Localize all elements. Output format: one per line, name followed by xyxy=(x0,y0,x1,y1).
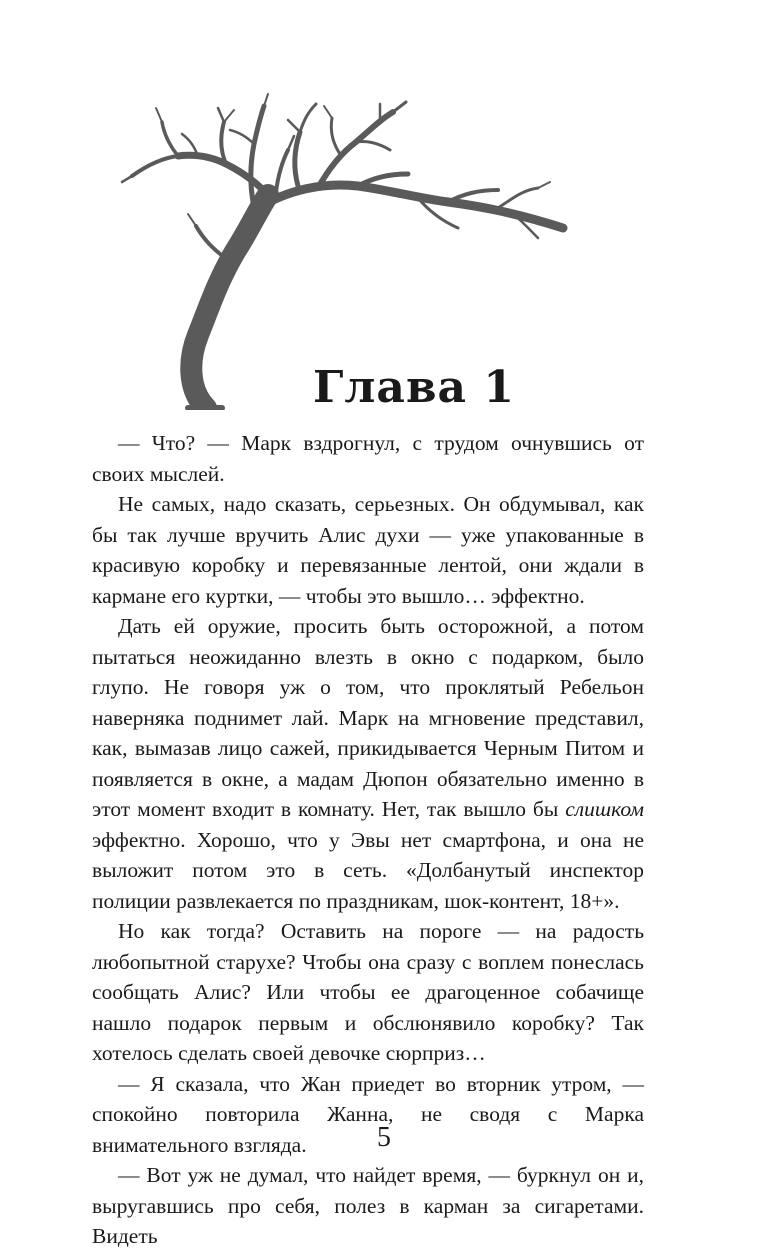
paragraph-part: эффектно. Хорошо, что у Эвы нет смартфона, и она не выложит потом это в сеть. «Долбанутый инспектор полиции развлекается по праздникам, шок-контент, 18+». xyxy=(92,827,644,913)
paragraph: — Вот уж не думал, что найдет время, — буркнул он и, выругавшись про себя, полез в карман за сигаретами. Видеть xyxy=(92,1163,644,1248)
paragraph-part: Дать ей оружие, просить быть осторожной, а потом пытаться неожиданно влезть в окно с подарком, было глупо. Не говоря уж о том, что проклятый Ребельон наверняка поднимет лай. Марк на мгновение представил, как, вымазав лицо сажей, прикидывается Черным Питом и появляется в окне, а мадам Дюпон обязательно именно в этот момент входит в комнату. Нет, так вышло бы xyxy=(92,614,644,821)
paragraph: — Что? — Марк вздрогнул, с трудом очнувшись от своих мыслей. xyxy=(92,431,644,486)
paragraph: — Я сказала, что Жан приедет во вторник утром, — спокойно повторила Жанна, не сводя с Марка внимательного взгляда. xyxy=(92,1071,644,1157)
chapter-title: Глава 1 xyxy=(313,362,515,413)
paragraph: Но как тогда? Оставить на пороге — на радость любопытной старухе? Чтобы она сразу с воплем понеслась сообщать Алис? Или чтобы ее драгоценное собачище нашло подарок первым и обслюнявило коробку? Так хотелось сделать своей девочке сюрприз… xyxy=(92,919,644,1065)
emphasized-word: слишком xyxy=(565,797,644,821)
paragraph xyxy=(92,611,644,916)
paragraph: Не самых, надо сказать, серьезных. Он обдумывал, как бы так лучше вручить Алис духи — уже упакованные в красивую коробку и перевязанные лентой, они ждали в кармане его куртки, — чтобы это вышло… эффектно. xyxy=(92,492,644,608)
page-number: 5 xyxy=(377,1122,391,1153)
